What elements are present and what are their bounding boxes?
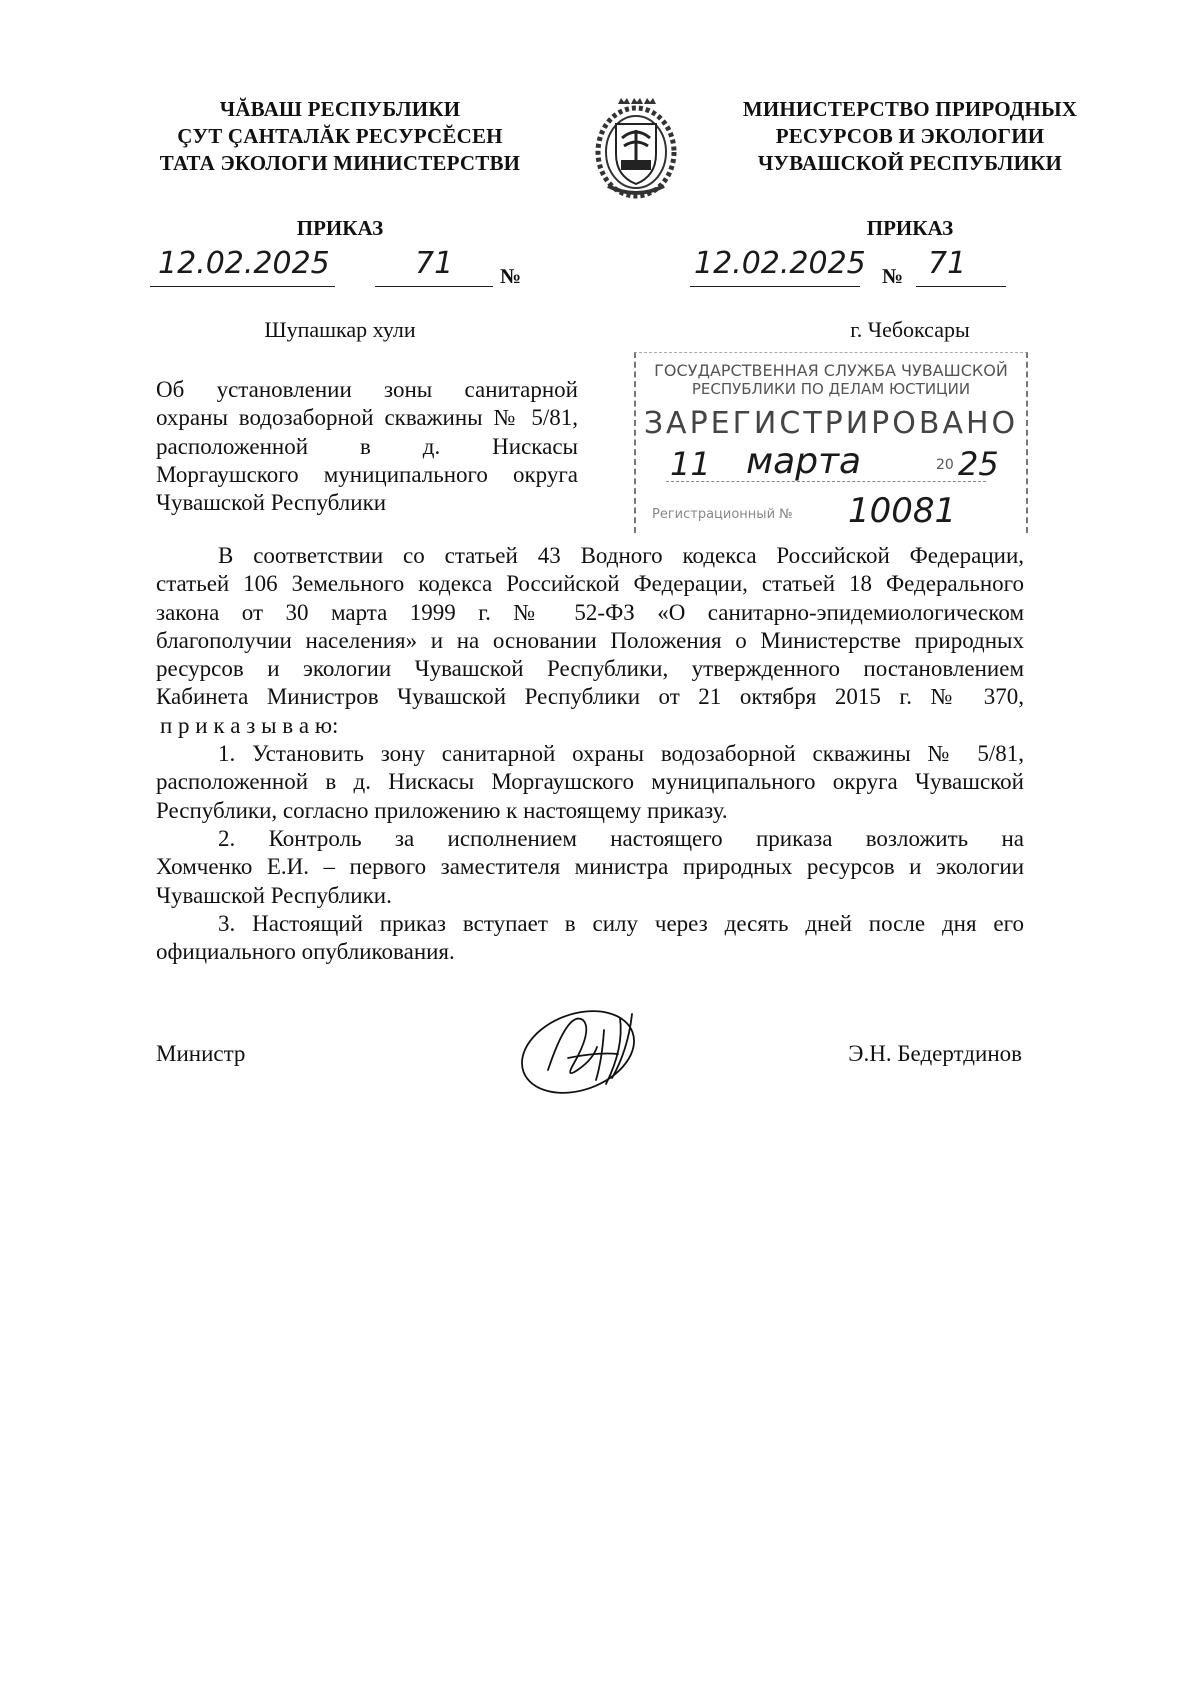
stamp-year-prefix: 20 <box>936 457 954 473</box>
preamble-line: ресурсов и экологии Чувашской Республики, утвержденного постановлением <box>156 656 1024 682</box>
stamp-line-1: ГОСУДАРСТВЕННАЯ СЛУЖБА ЧУВАШСКОЙ <box>654 361 1008 380</box>
left-number-line <box>375 246 493 287</box>
handwritten-signature <box>508 1000 668 1100</box>
stamp-year: 25 <box>958 445 999 483</box>
right-number-sign: № <box>882 264 904 288</box>
document-title <box>156 376 578 517</box>
preamble-line: благополучии населения» и на основании Положения о Министерстве природных <box>156 627 1024 653</box>
title-line: Моргаушского муниципального округа <box>156 461 578 487</box>
registration-stamp <box>634 352 1028 533</box>
doc-type-right: ПРИКАЗ <box>866 216 954 240</box>
order-word: п р и к а з ы в а ю: <box>160 712 339 738</box>
item-3-line: официального опубликования. <box>156 939 455 965</box>
title-line: охраны водозаборной скважины № 5/81, <box>156 405 578 431</box>
stamp-line-3: ЗАРЕГИСТРИРОВАНО <box>643 406 1019 441</box>
signature-name: Э.Н. Бедертдинов <box>848 1041 1022 1066</box>
header-right-line-3: ЧУВАШСКОЙ РЕСПУБЛИКИ <box>757 151 1063 175</box>
stamp-day: 11 <box>670 445 711 483</box>
header-left-line-1: ЧĂВАШ РЕСПУБЛИКИ <box>219 97 461 121</box>
left-number-sign: № <box>500 264 522 288</box>
city-left: Шупашкар хули <box>264 317 416 342</box>
stamp-reg-number: 10081 <box>848 491 957 531</box>
stamp-reg-label: Регистрационный № <box>652 507 793 522</box>
stamp-date-row <box>636 441 1026 485</box>
header-right-line-1: МИНИСТЕРСТВО ПРИРОДНЫХ <box>742 97 1078 121</box>
doc-type-left: ПРИКАЗ <box>296 216 384 240</box>
preamble-line: В соответствии со статьей 43 Водного кодекса Российской Федерации, <box>218 543 1024 568</box>
header-right-org <box>720 96 1100 177</box>
left-date-line <box>150 246 335 287</box>
right-date-handwritten: 12.02.2025 <box>694 246 866 281</box>
header-left-org <box>150 96 530 177</box>
header-right-line-2: РЕСУРСОВ И ЭКОЛОГИИ <box>775 124 1045 148</box>
order-body <box>156 542 1024 966</box>
title-line: Об установлении зоны санитарной <box>156 377 578 402</box>
item-1-line: Республики, согласно приложению к настоящему приказу. <box>156 797 728 823</box>
item-3-line: 3. Настоящий приказ вступает в силу через десять дней после дня его <box>218 910 1024 936</box>
left-number-handwritten: 71 <box>415 246 454 281</box>
header-left-line-2: ÇУТ ÇАНТАЛĂК РЕСУРСĔСЕН <box>177 124 503 148</box>
right-date-line <box>690 246 866 287</box>
right-number-line <box>916 246 1006 287</box>
preamble-line: Кабинета Министров Чувашской Республики от 21 октября 2015 г. № 370, <box>156 684 1024 710</box>
item-1-line: расположенной в д. Нискасы Моргаушского муниципального округа Чувашской <box>156 769 1024 795</box>
stamp-date-underline <box>666 481 986 482</box>
item-2-line: Хомченко Е.И. – первого заместителя министра природных ресурсов и экологии <box>156 854 1024 880</box>
header-left-line-3: ТАТА ЭКОЛОГИ МИНИСТЕРСТВИ <box>159 151 521 175</box>
title-line: расположенной в д. Нискасы <box>156 433 578 459</box>
item-2-line: Чувашской Республики. <box>156 882 392 908</box>
stamp-line-2: РЕСПУБЛИКИ ПО ДЕЛАМ ЮСТИЦИИ <box>691 380 971 398</box>
item-1-line: 1. Установить зону санитарной охраны водозаборной скважины № 5/81, <box>218 741 1024 767</box>
item-2-line: 2. Контроль за исполнением настоящего приказа возложить на <box>218 825 1024 851</box>
preamble-line: закона от 30 марта 1999 г. № 52-ФЗ «О санитарно-эпидемиологическом <box>156 599 1024 625</box>
stamp-reg-row <box>636 493 1026 529</box>
left-date-handwritten: 12.02.2025 <box>158 246 330 281</box>
title-line: Чувашской Республики <box>156 490 387 516</box>
stamp-month: марта <box>746 441 862 482</box>
city-right: г. Чебоксары <box>850 317 970 342</box>
right-number-handwritten: 71 <box>928 246 967 281</box>
coat-of-arms-emblem <box>588 94 684 204</box>
signature-position: Министр <box>156 1041 246 1066</box>
preamble-line: статьей 106 Земельного кодекса Российской Федерации, статьей 18 Федерального <box>156 571 1024 597</box>
